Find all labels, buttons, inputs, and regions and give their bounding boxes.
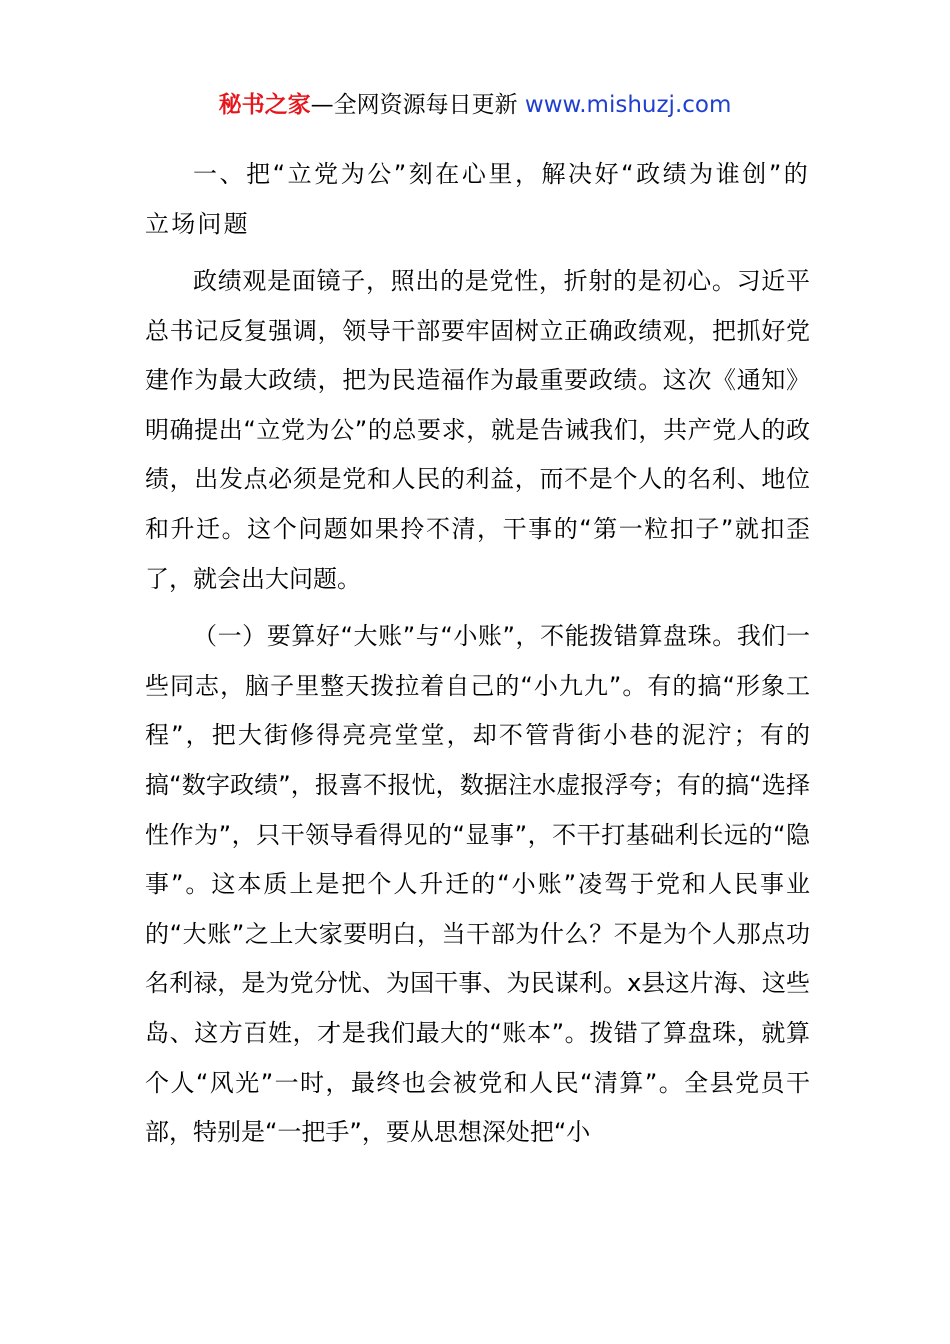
page-header: [0, 88, 950, 122]
paragraph-1: 政绩观是面镜子，照出的是党性，折射的是初心。习近平总书记反复强调，领导干部要牢固树立正确政绩观，把抓好党建作为最大政绩，把为民造福作为最重要政绩。这次《通知》明确提出“立党为公”的总要求，就是告诫我们，共产党人的政绩，出发点必须是党和人民的利益，而不是个人的名利、地位和升迁。这个问题如果拎不清，干事的“第一粒扣子”就扣歪了，就会出大问题。: [145, 267, 810, 593]
site-brand: 秘书之家: [218, 92, 311, 118]
document-body: [145, 149, 810, 1166]
site-tagline: —全网资源每日更新: [310, 92, 518, 118]
paragraph-2: （一）要算好“大账”与“小账”，不能拨错算盘珠。我们一些同志，脑子里整天拨拉着自己的“小九九”。有的搞“形象工程”，把大街修得亮亮堂堂，却不管背街小巷的泥泞；有的搞“数字政绩”，报喜不报忧，数据注水虚报浮夸；有的搞“选择性作为”，只干领导看得见的“显事”，不干打基础利长远的“隐事”。这本质上是把个人升迁的“小账”凌驾于党和人民事业的“大账”之上大家要明白，当干部为什么？不是为个人那点功名利禄，是为党分忧、为国干事、为民谋利。x县这片海、这些岛、这方百姓，才是我们最大的“账本”。拨错了算盘珠，就算个人“风光”一时，最终也会被党和人民“清算”。全县党员干部，特别是“一把手”，要从思想深处把“小: [145, 622, 810, 1147]
section-heading: 一、把“立党为公”刻在心里，解决好“政绩为谁创”的立场问题: [145, 160, 810, 238]
site-url-link[interactable]: www.mishuzj.com: [524, 92, 732, 118]
